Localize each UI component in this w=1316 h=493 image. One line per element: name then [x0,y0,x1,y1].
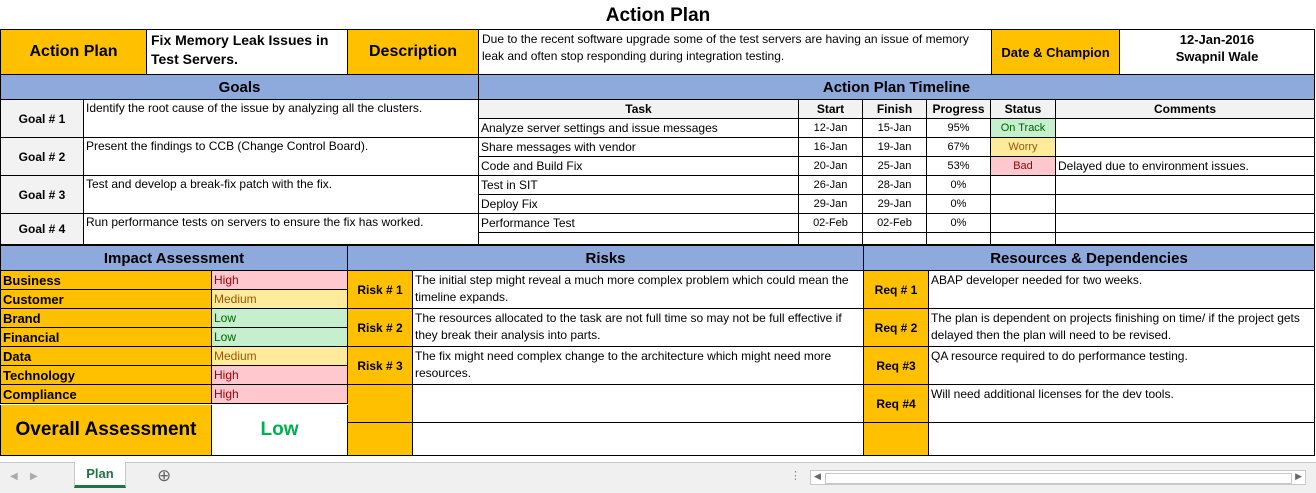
requirement-label: Req #4 [864,385,929,423]
task-cell[interactable]: Analyze server settings and issue messages [479,119,799,138]
impact-header: Impact Assessment [0,245,348,271]
col-task: Task [479,100,799,119]
task-cell[interactable]: Deploy Fix [479,195,799,214]
finish-cell[interactable]: 28-Jan [863,176,927,195]
goal-label: Goal # 4 [0,214,84,245]
impact-area: Compliance [0,385,212,404]
impact-area: Customer [0,290,212,309]
status-badge[interactable]: On Track [991,119,1056,138]
impact-area: Technology [0,366,212,385]
risk-label: Risk # 1 [348,271,413,309]
col-start: Start [799,100,863,119]
status-badge[interactable] [991,195,1056,214]
description-label: Description [348,29,479,75]
risk-label: Risk # 2 [348,309,413,347]
start-cell[interactable]: 12-Jan [799,119,863,138]
task-cell[interactable]: Performance Test [479,214,799,233]
impact-area: Business [0,271,212,290]
progress-cell[interactable] [927,233,991,245]
goal-label: Goal # 3 [0,176,84,214]
status-badge[interactable] [991,176,1056,195]
champion-value: Swapnil Wale [1175,49,1259,64]
start-cell[interactable]: 20-Jan [799,157,863,176]
resources-header: Resources & Dependencies [864,245,1315,271]
impact-level[interactable]: High [212,366,348,385]
finish-cell[interactable]: 19-Jan [863,138,927,157]
comment-cell[interactable] [1056,214,1315,233]
progress-cell[interactable]: 0% [927,214,991,233]
task-cell[interactable]: Code and Build Fix [479,157,799,176]
date-champion-label: Date & Champion [992,29,1120,75]
requirement-label: Req # 2 [864,309,929,347]
impact-area: Brand [0,309,212,328]
goal-text[interactable]: Test and develop a break-fix patch with the fix. [84,176,479,214]
progress-cell[interactable]: 95% [927,119,991,138]
goal-text[interactable]: Present the findings to CCB (Change Control Board). [84,138,479,176]
overall-assessment-value[interactable]: Low [212,405,348,456]
finish-cell[interactable]: 15-Jan [863,119,927,138]
status-badge[interactable] [991,233,1056,245]
page-title: Action Plan [605,5,711,26]
action-plan-value[interactable]: Fix Memory Leak Issues in Test Servers. [147,29,348,75]
requirement-label: Req #3 [864,347,929,385]
start-cell[interactable]: 29-Jan [799,195,863,214]
goal-label: Goal # 1 [0,100,84,138]
add-sheet-icon[interactable]: ⊕ [157,466,172,485]
risk-label [348,423,413,456]
status-badge[interactable]: Bad [991,157,1056,176]
more-options-icon[interactable]: ⋮ [790,470,801,482]
start-cell[interactable]: 02-Feb [799,214,863,233]
scroll-right-icon[interactable]: ▶ [30,471,38,482]
scrollbar-left-arrow-icon[interactable]: ◀ [814,471,821,481]
scroll-left-icon[interactable]: ◀ [10,471,18,482]
risk-text[interactable]: The initial step might reveal a much more complex problem which could mean the timeline expands. [413,271,864,309]
impact-level[interactable]: Medium [212,290,348,309]
task-cell[interactable]: Test in SIT [479,176,799,195]
impact-level[interactable]: High [212,385,348,404]
risk-text[interactable]: The resources allocated to the task are not full time so may not be full effective if they break their analysis into parts. [413,309,864,347]
col-status: Status [991,100,1056,119]
requirement-text[interactable] [929,423,1315,456]
overall-assessment-label: Overall Assessment [0,405,212,456]
timeline-header: Action Plan Timeline [479,75,1315,100]
requirement-label: Req # 1 [864,271,929,309]
goal-text[interactable]: Run performance tests on servers to ensure the fix has worked. [84,214,479,245]
risk-text[interactable]: The fix might need complex change to the architecture which might need more resources. [413,347,864,385]
comment-cell[interactable] [1056,176,1315,195]
start-cell[interactable]: 26-Jan [799,176,863,195]
finish-cell[interactable] [863,233,927,245]
description-value[interactable]: Due to the recent software upgrade some of the test servers are having an issue of memory leak and often stop responding during integration testing. [479,29,992,75]
comment-cell[interactable] [1056,138,1315,157]
horizontal-scrollbar[interactable] [810,470,1306,485]
comment-cell[interactable] [1056,233,1315,245]
col-progress: Progress [927,100,991,119]
risk-text[interactable] [413,385,864,423]
impact-level[interactable]: High [212,271,348,290]
requirement-text[interactable]: The plan is dependent on projects finishing on time/ if the project gets delayed then the plan will need to be revised. [929,309,1315,347]
date-value: 12-Jan-2016 [1179,32,1255,47]
scrollbar-thumb[interactable] [825,473,1292,484]
progress-cell[interactable]: 67% [927,138,991,157]
goal-label: Goal # 2 [0,138,84,176]
comment-cell[interactable] [1056,195,1315,214]
risks-header: Risks [348,245,864,271]
impact-level[interactable]: Low [212,309,348,328]
start-cell[interactable]: 16-Jan [799,138,863,157]
start-cell[interactable] [799,233,863,245]
requirement-text[interactable]: ABAP developer needed for two weeks. [929,271,1315,309]
goal-text[interactable]: Identify the root cause of the issue by analyzing all the clusters. [84,100,479,138]
risk-label: Risk # 3 [348,347,413,385]
progress-cell[interactable]: 0% [927,195,991,214]
status-badge[interactable]: Worry [991,138,1056,157]
impact-area: Data [0,347,212,366]
task-cell[interactable]: Share messages with vendor [479,138,799,157]
goals-header: Goals [0,75,479,100]
task-cell[interactable] [479,233,799,245]
status-badge[interactable] [991,214,1056,233]
requirement-text[interactable]: QA resource required to do performance testing. [929,347,1315,385]
risk-label [348,385,413,423]
col-comments: Comments [1056,100,1315,119]
finish-cell[interactable]: 29-Jan [863,195,927,214]
sheet-tab-plan[interactable]: Plan [74,462,126,488]
impact-level[interactable]: Low [212,328,348,347]
scrollbar-right-arrow-icon[interactable]: ▶ [1295,471,1302,481]
progress-cell[interactable]: 53% [927,157,991,176]
progress-cell[interactable]: 0% [927,176,991,195]
sheet-tab-bar [0,462,1316,493]
impact-level[interactable]: Medium [212,347,348,366]
requirement-text[interactable]: Will need additional licenses for the dev tools. [929,385,1315,423]
risk-text[interactable] [413,423,864,456]
comment-cell[interactable]: Delayed due to environment issues. [1056,157,1315,176]
impact-area: Financial [0,328,212,347]
finish-cell[interactable]: 02-Feb [863,214,927,233]
finish-cell[interactable]: 25-Jan [863,157,927,176]
requirement-label [864,423,929,456]
date-champion-value[interactable] [1120,29,1315,75]
col-finish: Finish [863,100,927,119]
comment-cell[interactable] [1056,119,1315,138]
action-plan-label: Action Plan [0,29,147,75]
